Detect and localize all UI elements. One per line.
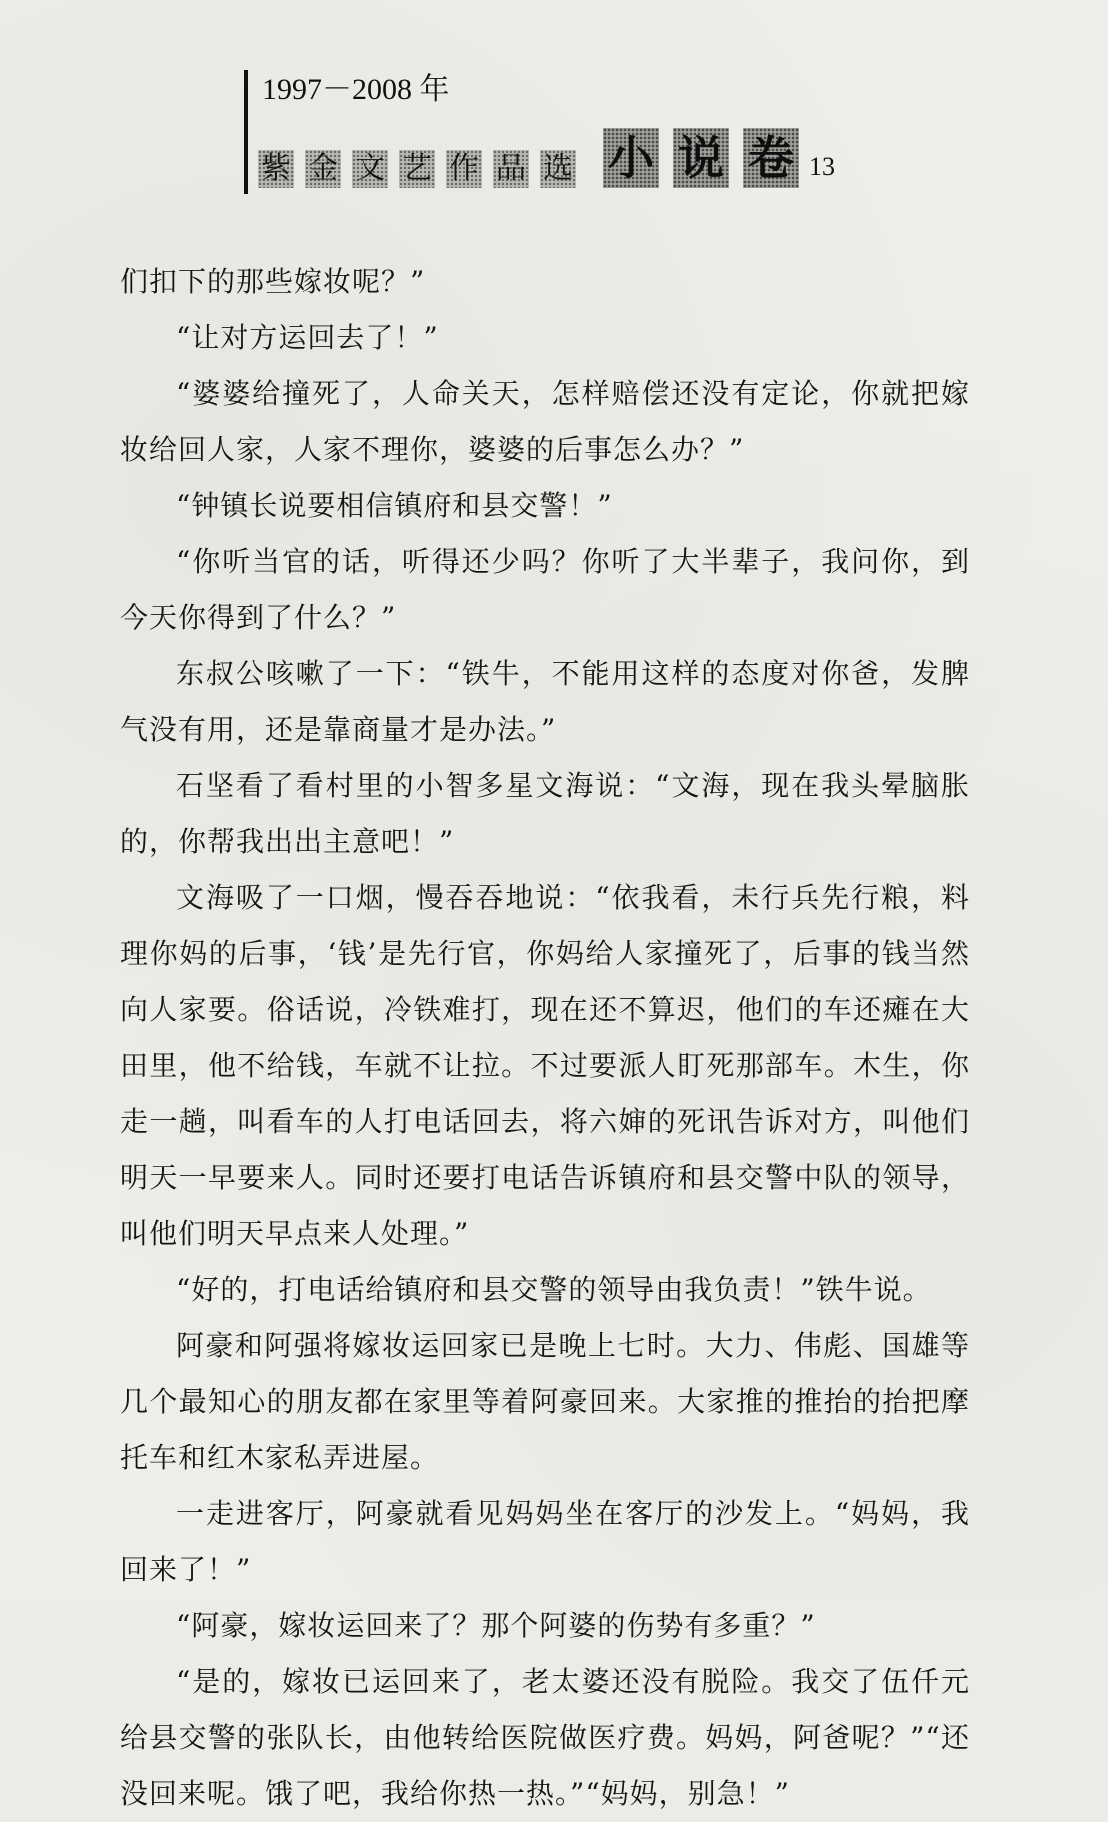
header-vertical-rule bbox=[244, 70, 248, 194]
paragraph: 一走进客厅，阿豪就看见妈妈坐在客厅的沙发上。“妈妈，我回来了！” bbox=[120, 1497, 970, 1586]
series-name-char: 选 bbox=[540, 150, 576, 188]
volume-name-char: 说 bbox=[673, 128, 729, 188]
series-name-char: 艺 bbox=[399, 150, 435, 188]
paragraph: 文海吸了一口烟，慢吞吞地说：“依我看，未行兵先行粮，料理你妈的后事，‘钱’是先行官，你妈给人家撞死了，后事的钱当然向人家要。俗话说，冷铁难打，现在还不算迟，他们的车还瘫在大田里，他不给钱，车就不让拉。不过要派人盯死那部车。木生，你走一趟，叫看车的人打电话回去，将六婶的死讯告诉对方，叫他们明天一早要来人。同时还要打电话告诉镇府和县交警中队的领导，叫他们明天早点来人处理。” bbox=[120, 881, 970, 1250]
volume-name bbox=[603, 128, 813, 188]
series-name-char: 作 bbox=[446, 150, 482, 188]
paragraph: “好的，打电话给镇府和县交警的领导由我负责！”铁牛说。 bbox=[176, 1273, 932, 1306]
paragraph: “你听当官的话，听得还少吗？你听了大半辈子，我问你，到今天你得到了什么？” bbox=[120, 545, 970, 634]
paragraph: “是的，嫁妆已运回来了，老太婆还没有脱险。我交了伍仟元给县交警的张队长，由他转给医院做医疗费。妈妈，阿爸呢？”“还没回来呢。饿了吧，我给你热一热。”“妈妈，别急！” bbox=[120, 1665, 970, 1810]
paragraph: 们扣下的那些嫁妆呢？” bbox=[120, 265, 426, 298]
body-text bbox=[120, 254, 970, 1822]
paragraph: 阿豪和阿强将嫁妆运回家已是晚上七时。大力、伟彪、国雄等几个最知心的朋友都在家里等着阿豪回来。大家推的推抬的抬把摩托车和红木家私弄进屋。 bbox=[120, 1329, 970, 1474]
paragraph: 石坚看了看村里的小智多星文海说：“文海，现在我头晕脑胀的，你帮我出出主意吧！” bbox=[120, 769, 970, 858]
paragraph: 东叔公咳嗽了一下：“铁牛，不能用这样的态度对你爸，发脾气没有用，还是靠商量才是办法。” bbox=[120, 657, 970, 746]
paragraph: “钟镇长说要相信镇府和县交警！” bbox=[176, 489, 613, 522]
series-name-char: 文 bbox=[352, 150, 388, 188]
series-name-char: 金 bbox=[305, 150, 341, 188]
year-range: 1997－2008 年 bbox=[262, 73, 450, 106]
volume-name-char: 小 bbox=[603, 128, 659, 188]
series-name bbox=[258, 150, 587, 188]
paragraph: “婆婆给撞死了，人命关天，怎样赔偿还没有定论，你就把嫁妆给回人家，人家不理你，婆婆的后事怎么办？” bbox=[120, 377, 970, 466]
series-name-char: 品 bbox=[493, 150, 529, 188]
volume-name-char: 卷 bbox=[743, 128, 799, 188]
running-header bbox=[258, 122, 835, 188]
paragraph: “阿豪，嫁妆运回来了？那个阿婆的伤势有多重？” bbox=[176, 1609, 816, 1642]
paragraph: “让对方运回去了！” bbox=[176, 321, 439, 354]
series-name-char: 紫 bbox=[258, 150, 294, 188]
page-number: 13 bbox=[809, 152, 835, 181]
